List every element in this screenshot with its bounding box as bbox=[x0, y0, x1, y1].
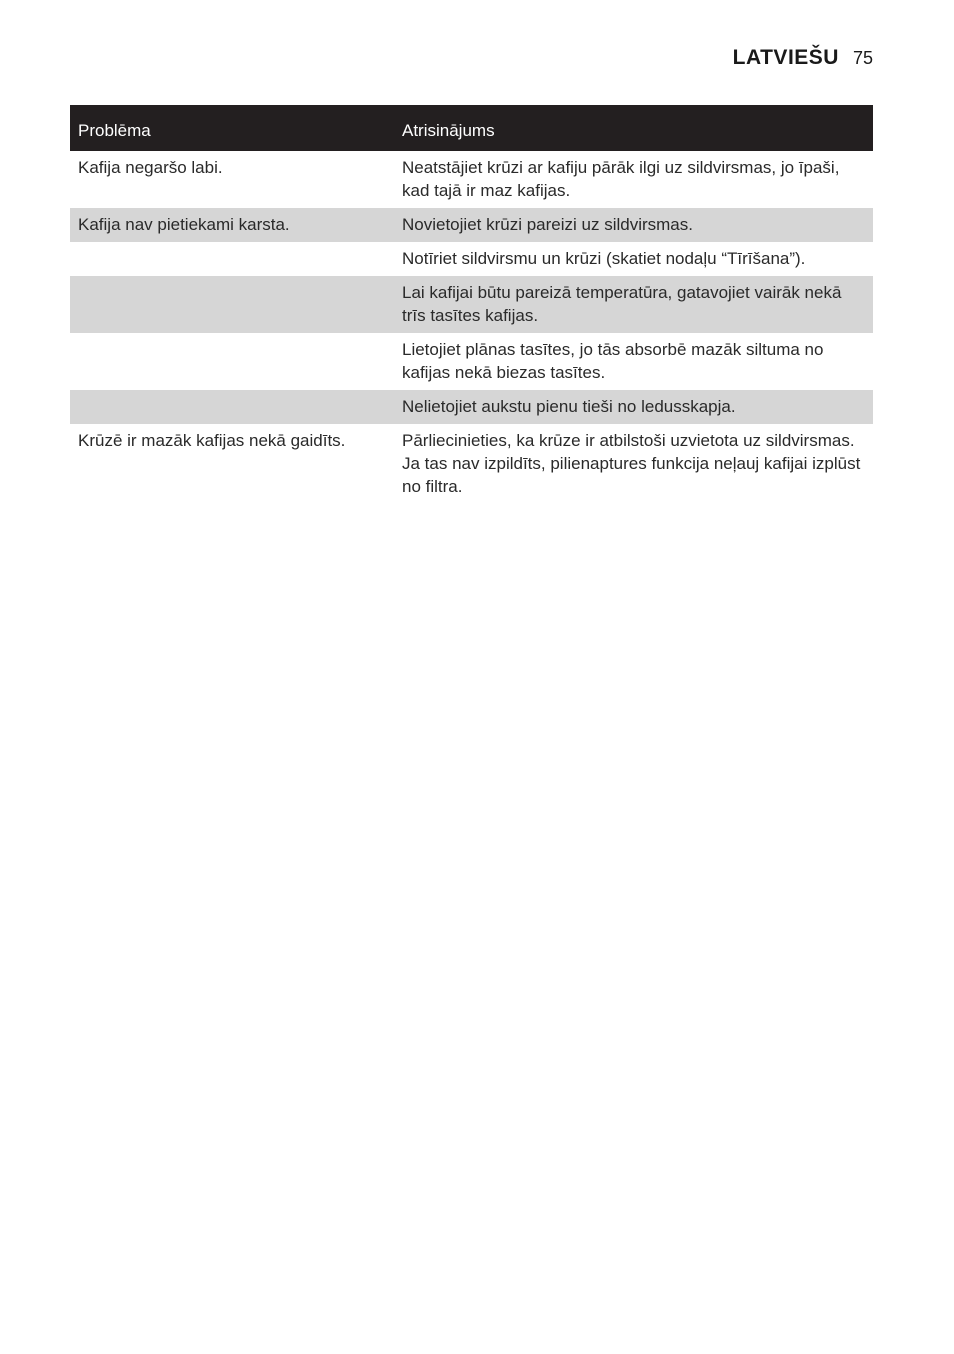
column-header-problem: Problēma bbox=[70, 105, 394, 151]
language-title: LATVIEŠU bbox=[732, 46, 839, 69]
solution-cell: Lietojiet plānas tasītes, jo tās absorbē mazāk siltuma no kafijas nekā biezas tasītes. bbox=[402, 340, 824, 382]
table-header-row bbox=[70, 105, 873, 151]
problem-cell bbox=[70, 390, 394, 424]
solution-cell: Novietojiet krūzi pareizi uz sildvirsmas. bbox=[394, 208, 873, 242]
problem-cell: Kafija negaršo labi. bbox=[78, 158, 223, 177]
problem-cell bbox=[70, 276, 394, 333]
problem-cell: Kafija nav pietiekami karsta. bbox=[70, 208, 394, 242]
table-row bbox=[70, 242, 873, 276]
table-row bbox=[70, 208, 873, 242]
page-number: 75 bbox=[852, 48, 873, 68]
table-row bbox=[70, 424, 873, 504]
page-header bbox=[733, 46, 873, 70]
troubleshooting-table bbox=[70, 105, 873, 504]
problem-cell: Krūzē ir mazāk kafijas nekā gaidīts. bbox=[78, 431, 346, 450]
table-row bbox=[70, 151, 873, 208]
solution-cell: Nelietojiet aukstu pienu tieši no ledusskapja. bbox=[394, 390, 873, 424]
problem-cell bbox=[70, 333, 394, 390]
table-row bbox=[70, 333, 873, 390]
solution-cell: Neatstājiet krūzi ar kafiju pārāk ilgi uz sildvirsmas, jo īpaši, kad tajā ir maz kafijas. bbox=[402, 158, 840, 200]
table-row bbox=[70, 390, 873, 424]
problem-cell bbox=[70, 242, 394, 276]
solution-cell: Notīriet sildvirsmu un krūzi (skatiet nodaļu “Tīrīšana”). bbox=[402, 249, 806, 268]
column-header-solution: Atrisinājums bbox=[394, 105, 873, 151]
table-row bbox=[70, 276, 873, 333]
solution-cell: Pārliecinieties, ka krūze ir atbilstoši uzvietota uz sildvirsmas. Ja tas nav izpildīts, pilienaptures funkcija neļauj kafijai izplūst no filtra. bbox=[402, 431, 861, 496]
solution-cell: Lai kafijai būtu pareizā temperatūra, gatavojiet vairāk nekā trīs tasītes kafijas. bbox=[394, 276, 873, 333]
